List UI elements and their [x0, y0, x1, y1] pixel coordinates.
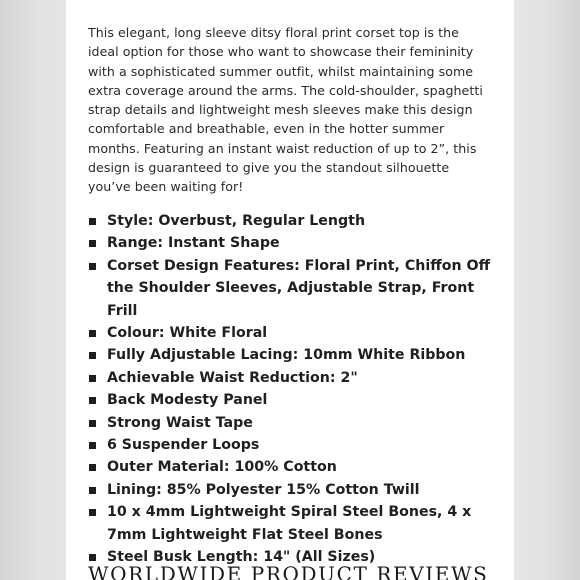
bullet-icon: [89, 240, 96, 247]
spec-item: [88, 412, 498, 434]
spec-item-text: Back Modesty Panel: [107, 392, 268, 409]
bullet-icon: [89, 464, 96, 471]
bullet-icon: [89, 509, 96, 516]
bullet-icon: [89, 420, 96, 427]
spec-item-text: Lining: 85% Polyester 15% Cotton Twill: [107, 481, 420, 498]
spec-item: [88, 434, 498, 456]
spec-item-text: Fully Adjustable Lacing: 10mm White Ribbon: [107, 347, 466, 364]
product-description-text: This elegant, long sleeve ditsy floral print corset top is the ideal option for those who want to showcase their femininity with a sophisticated summer outfit, whilst maintaining some extra coverage around the arms. The cold-shoulder, spaghetti strap details and lightweight mesh sleeves make this design comfortable and breathable, even in the hotter summer months. Featuring an instant waist reduction of up to 2”, this design is guaranteed to give you the standout silhouette you’ve been waiting for!: [88, 25, 483, 195]
product-description-panel[interactable]: [66, 0, 514, 580]
spec-item: [88, 210, 498, 232]
bullet-icon: [89, 352, 96, 359]
spec-item-text: 6 Suspender Loops: [107, 437, 260, 454]
bullet-icon: [89, 218, 96, 225]
spec-item-text: Achievable Waist Reduction: 2": [107, 369, 358, 386]
spec-item: [88, 232, 498, 254]
spec-item: [88, 322, 498, 344]
spec-item-text: Colour: White Floral: [107, 325, 268, 342]
spec-item: [88, 456, 498, 478]
bullet-icon: [89, 397, 96, 404]
spec-item: [88, 344, 498, 366]
spec-item-text: Strong Waist Tape: [107, 414, 253, 431]
spec-item-text: 10 x 4mm Lightweight Spiral Steel Bones, 4 x 7mm Lightweight Flat Steel Bones: [107, 504, 472, 543]
spec-item: [88, 367, 498, 389]
spec-item-text: Outer Material: 100% Cotton: [107, 459, 337, 476]
spec-item: [88, 389, 498, 411]
bullet-icon: [89, 263, 96, 270]
spec-item: [88, 255, 498, 322]
product-specs-list: [88, 210, 498, 569]
bullet-icon: [89, 487, 96, 494]
spec-item-text: Corset Design Features: Floral Print, Chiffon Off the Shoulder Sleeves, Adjustable Strap, Front Frill: [107, 257, 491, 319]
bullet-icon: [89, 375, 96, 382]
spec-item-text: Style: Overbust, Regular Length: [107, 213, 366, 229]
reviews-section-heading: WORLDWIDE PRODUCT REVIEWS: [88, 562, 489, 580]
bullet-icon: [89, 442, 96, 449]
spec-item: [88, 479, 498, 501]
spec-item-text: Range: Instant Shape: [107, 235, 280, 252]
spec-item-text: Steel Busk Length: 14" (All Sizes): [107, 549, 376, 566]
spec-item: [88, 501, 498, 546]
bullet-icon: [89, 330, 96, 337]
